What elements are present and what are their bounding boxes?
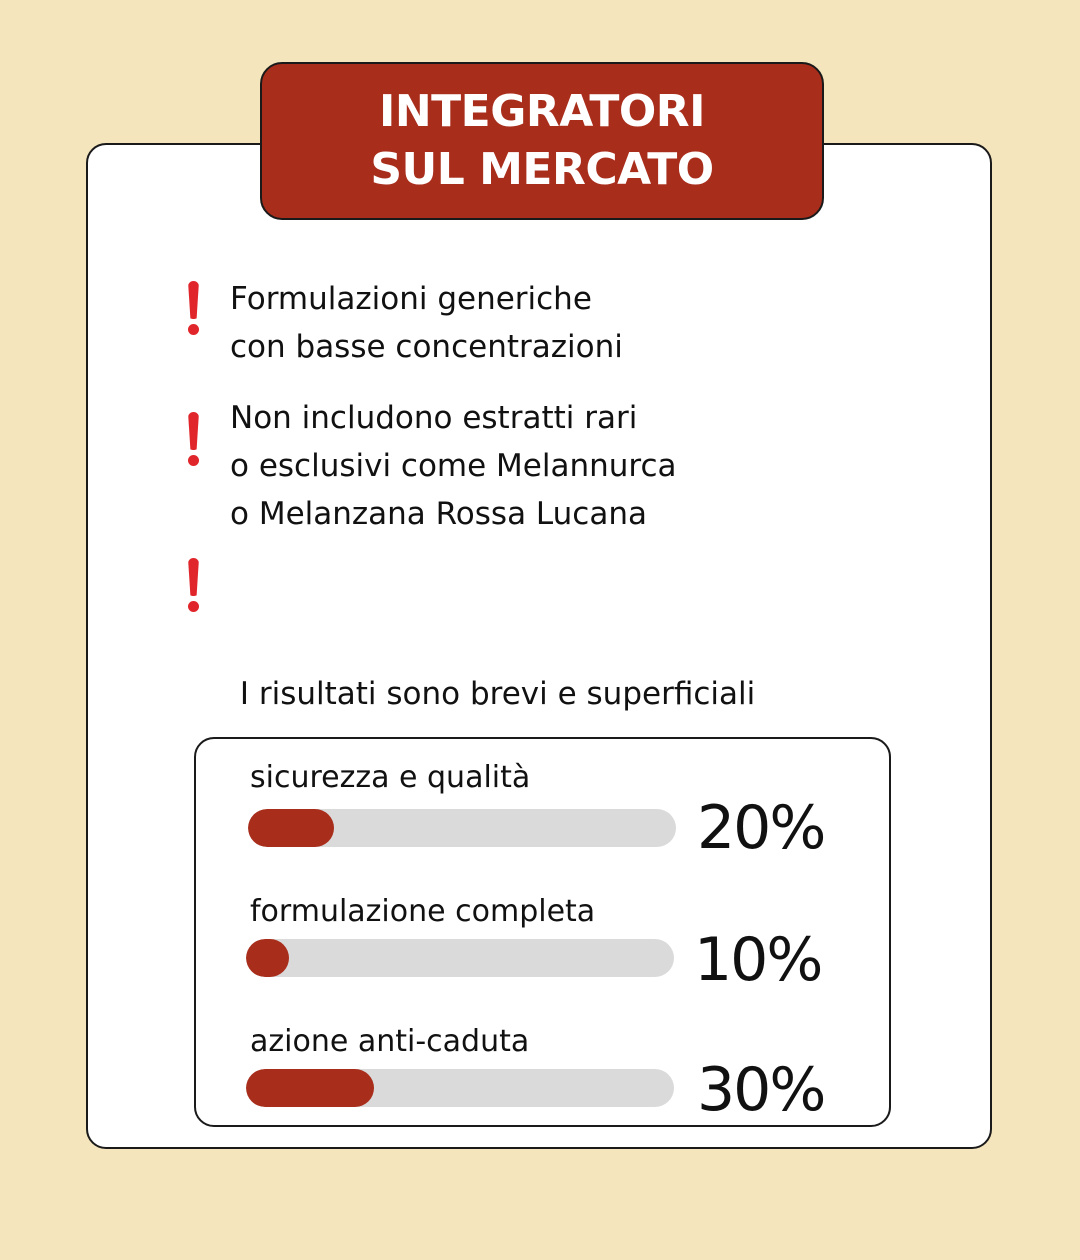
point-3-line-1: I risultati sono brevi e superficiali xyxy=(230,676,756,712)
point-1-text xyxy=(230,275,623,371)
progress-fill-safety xyxy=(248,809,334,847)
point-2-line-1: Non includono estratti rari xyxy=(230,400,638,436)
stat-percent-anti-hairloss: 30% xyxy=(697,1055,825,1125)
stat-label-anti-hairloss: azione anti-caduta xyxy=(250,1024,530,1059)
stat-label-safety: sicurezza e qualità xyxy=(250,760,531,795)
point-1-line-1: Formulazioni generiche xyxy=(230,281,592,317)
point-2-text xyxy=(230,394,677,538)
progress-fill-anti-hairloss xyxy=(246,1069,374,1107)
title-banner xyxy=(260,62,824,220)
progress-fill-formulation xyxy=(246,939,289,977)
exclamation-icon xyxy=(188,281,200,335)
point-1-line-2: con basse concentrazioni xyxy=(230,329,623,365)
progress-track-safety xyxy=(248,809,676,847)
title-line-2: SUL MERCATO xyxy=(370,144,714,195)
stat-label-formulation: formulazione completa xyxy=(250,894,596,929)
point-2-line-3: o Melanzana Rossa Lucana xyxy=(230,496,647,532)
point-2-line-2: o esclusivi come Melannurca xyxy=(230,448,677,484)
progress-track-formulation xyxy=(246,939,674,977)
exclamation-icon xyxy=(188,412,200,466)
stat-percent-safety: 20% xyxy=(697,793,825,863)
exclamation-icon xyxy=(188,558,200,612)
progress-track-anti-hairloss xyxy=(246,1069,674,1107)
title-line-1: INTEGRATORI xyxy=(378,86,706,137)
stat-percent-formulation: 10% xyxy=(694,925,822,995)
